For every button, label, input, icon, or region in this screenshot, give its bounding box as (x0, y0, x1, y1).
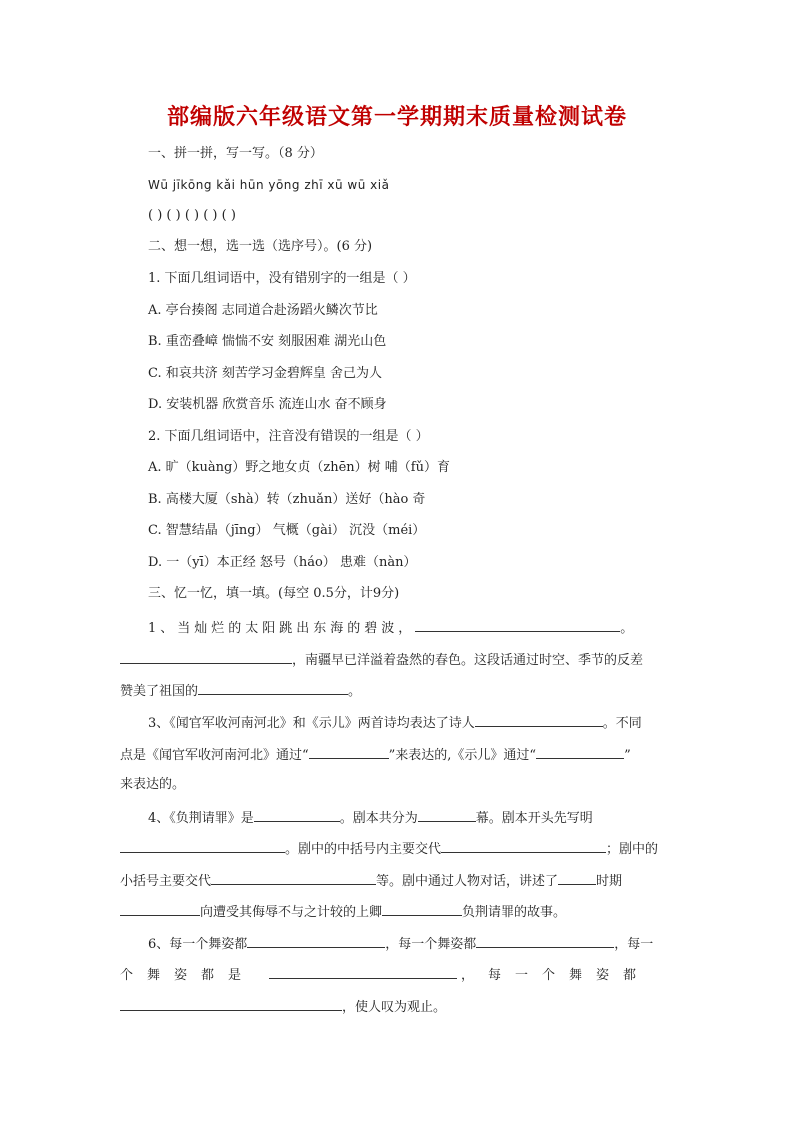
item-6-text-e: ，每一个舞姿都 (461, 968, 651, 983)
item-4-line-2 (120, 840, 658, 858)
item-1-text-a: 1、当灿烂的太阳跳出东海的碧波， (148, 621, 416, 636)
item-4-line-3 (120, 872, 622, 890)
item-4-line-4 (120, 903, 566, 921)
pinyin-line: Wū jīkōng kǎi hūn yōng zhī xū wū xiǎ (148, 178, 390, 192)
item-1-line-3: 赞美了祖国的 。 (120, 684, 362, 699)
question-2-option-c: C. 智慧结晶（jīng） 气概（gài） 沉没（méi） (148, 523, 426, 538)
question-2-option-b: B. 高楼大厦（shà）转（zhuǎn）送好（hào 奇 (148, 492, 426, 507)
item-3-text-a: 3、《闻官军收河南河北》和《示儿》两首诗均表达了诗人 (148, 716, 475, 731)
item-3-line-1 (148, 714, 642, 732)
fill-blank[interactable] (120, 903, 200, 916)
section-3-heading: 三、忆一忆，填一填。(每空 0.5分，计9分) (148, 586, 400, 601)
question-1-option-b: B. 重峦叠嶂 惴惴不安 刻服困难 湖光山色 (148, 334, 387, 349)
item-6-text-a: 6、每一个舞姿都 (148, 937, 248, 952)
fill-blank[interactable] (382, 903, 462, 916)
fill-blank[interactable] (309, 746, 389, 759)
question-1-option-c: C. 和哀共济 刻苦学习金碧辉皇 舍己为人 (148, 366, 383, 381)
item-4-text-f: 小括号主要交代 (120, 874, 212, 889)
item-4-text-e: ；剧中的 (606, 842, 659, 857)
item-1-line-1: 1、当灿烂的太阳跳出东海的碧波， 。 (148, 621, 634, 636)
fill-blank[interactable] (120, 998, 342, 1011)
fill-blank[interactable] (415, 619, 620, 632)
item-6-text-f: ，使人叹为观止。 (342, 1000, 447, 1015)
fill-blank[interactable] (475, 714, 603, 727)
item-4-text-h: 时期 (596, 874, 623, 889)
item-3-text-b: 。不同 (602, 716, 642, 731)
item-6-text-c: ，每一 (614, 937, 654, 952)
item-6-line-1 (148, 935, 653, 953)
fill-blank[interactable] (536, 746, 624, 759)
item-4-text-c: 幕。剧本开头先写明 (475, 811, 593, 826)
item-3-line-2 (120, 746, 631, 764)
question-1-option-a: A. 亭台揍阁 志同道合赴汤蹈火鳞次节比 (148, 303, 378, 318)
question-1-option-d: D. 安装机器 欣赏音乐 流连山水 奋不顾身 (148, 397, 387, 412)
item-4-text-g: 等。剧中通过人物对话，讲述了 (376, 874, 559, 889)
item-1-line-2 (120, 651, 643, 669)
item-3-text-d: ”来表达的,《示儿》通过“ (388, 748, 537, 763)
item-4-text-i: 向遭受其侮辱不与之计较的上卿 (200, 905, 383, 920)
answer-brackets: ( ) ( ) ( ) ( ) ( ) (148, 208, 236, 223)
section-2-heading: 二、想一想，选一选（选序号）。(6 分) (148, 239, 373, 254)
page-title: 部编版六年级语文第一学期期末质量检测试卷 (166, 105, 627, 130)
fill-blank[interactable] (269, 966, 457, 979)
question-2-option-d: D. 一（yī）本正经 怒号（háo） 患难（nàn） (148, 555, 417, 570)
item-4-line-1 (148, 809, 593, 827)
item-6-line-3 (120, 998, 446, 1016)
item-1-text-c: 赞美了祖国的 (120, 684, 199, 699)
question-2: 2. 下面几组词语中，注音没有错误的一组是（ ） (148, 429, 429, 444)
item-6-text-d: 个舞姿都是 (120, 968, 256, 983)
item-4-text-j: 负荆请罪的故事。 (462, 905, 567, 920)
fill-blank[interactable] (120, 840, 285, 853)
section-1-heading: 一、拼一拼，写一写。（8 分） (148, 146, 323, 161)
question-2-option-a: A. 旷（kuàng）野之地女贞（zhēn）树 哺（fǔ）育 (148, 460, 450, 475)
fill-blank[interactable] (418, 809, 476, 822)
fill-blank[interactable] (211, 872, 376, 885)
fill-blank[interactable] (558, 872, 596, 885)
item-3-text-c: 点是《闻官军收河南河北》通过“ (120, 748, 309, 763)
fill-blank[interactable] (441, 840, 606, 853)
item-3-text-e: ” (624, 748, 631, 763)
item-4-text-d: 。剧中的中括号内主要交代 (285, 842, 442, 857)
item-6-line-2 (120, 966, 650, 984)
fill-blank[interactable] (120, 651, 292, 664)
question-1: 1. 下面几组词语中，没有错别字的一组是（ ） (148, 271, 416, 286)
item-3-line-3: 来表达的。 (120, 777, 186, 792)
fill-blank[interactable] (254, 809, 340, 822)
fill-blank[interactable] (198, 682, 348, 695)
item-1-text-b: ，南疆早已洋溢着盎然的春色。这段话通过时空、季节的反差 (292, 653, 644, 668)
item-4-text-a: 4、《负荆请罪》是 (148, 811, 254, 826)
item-6-text-b: ，每一个舞姿都 (385, 937, 477, 952)
fill-blank[interactable] (476, 935, 614, 948)
item-4-text-b: 。剧本共分为 (339, 811, 418, 826)
fill-blank[interactable] (247, 935, 385, 948)
